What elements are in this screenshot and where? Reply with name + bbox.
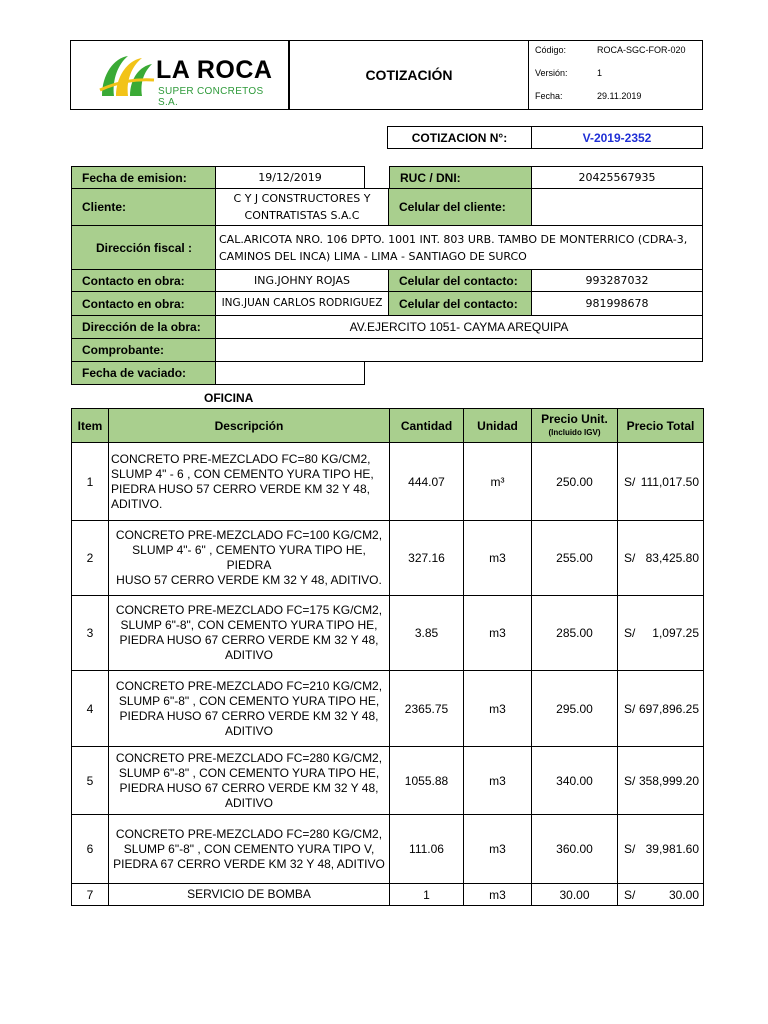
row-precio-total [618, 596, 704, 671]
table-row [72, 596, 704, 671]
table-row [72, 884, 704, 906]
celular-contacto-2-label: Celular del contacto: [388, 291, 532, 316]
row-unidad: m3 [464, 671, 532, 747]
precio-total-amount: 83,425.80 [645, 551, 699, 565]
row-precio-unit: 255.00 [532, 521, 618, 596]
row-precio-unit: 340.00 [532, 747, 618, 815]
header-precio-unit-label: Precio Unit. [541, 411, 608, 426]
cliente-line-2: CONTRATISTAS S.A.C [244, 209, 360, 222]
direccion-fiscal-value [215, 225, 703, 270]
row-precio-total [618, 671, 704, 747]
logo-mark-icon [96, 50, 156, 104]
contacto-obra-2-label: Contacto en obra: [71, 291, 216, 316]
descripcion-line: SERVICIO DE BOMBA [187, 887, 311, 901]
precio-total-wrap [618, 888, 703, 902]
row-unidad: m3 [464, 884, 532, 906]
precio-total-amount: 697,896.25 [638, 701, 699, 716]
celular-contacto-2-value: 981998678 [531, 291, 703, 316]
meta-codigo-label: Código: [535, 45, 567, 55]
precio-total-amount: 30.00 [668, 887, 699, 902]
row-precio-unit: 285.00 [532, 596, 618, 671]
row-precio-unit: 295.00 [532, 671, 618, 747]
precio-total-wrap [618, 551, 703, 565]
row-item: 4 [72, 671, 109, 747]
row-cantidad: 444.07 [390, 443, 464, 521]
quote-number-label: COTIZACION N°: [387, 126, 532, 149]
table-header-row [72, 409, 704, 443]
precio-total-wrap [618, 774, 703, 788]
row-item: 1 [72, 443, 109, 521]
header-divider-2 [528, 40, 529, 110]
table-row [72, 671, 704, 747]
currency-symbol: S/ [624, 842, 636, 856]
row-precio-total [618, 443, 704, 521]
direccion-fiscal-line-1: CAL.ARICOTA NRO. 106 DPTO. 1001 INT. 803 URB. TAMBO DE MONTERRICO (CDRA-3, [219, 233, 688, 246]
descripcion-line: PIEDRA 67 CERRO VERDE KM 32 Y 48, ADITIVO [113, 856, 385, 871]
row-precio-unit: 360.00 [532, 815, 618, 884]
row-descripcion [109, 815, 390, 884]
descripcion-line: SLUMP 6"-8", CON CEMENTO YURA TIPO HE, [120, 618, 378, 632]
comprobante-value [215, 338, 703, 362]
items-table [71, 408, 704, 906]
descripcion-line: CONCRETO PRE-MEZCLADO FC=175 KG/CM2, [115, 603, 383, 617]
row-precio-total [618, 884, 704, 906]
header-unidad: Unidad [464, 409, 532, 443]
row-precio-total [618, 521, 704, 596]
row-cantidad: 327.16 [390, 521, 464, 596]
descripcion-line: SLUMP 4" - 6 , CON CEMENTO YURA TIPO HE, [111, 466, 374, 481]
precio-total-amount: 1,097.25 [652, 626, 699, 640]
descripcion-line: CONCRETO PRE-MEZCLADO FC=100 KG/CM2, [115, 528, 383, 542]
header-item: Item [72, 409, 109, 443]
precio-total-wrap [618, 475, 703, 489]
precio-total-wrap [618, 842, 703, 856]
header-precio-unit-note: (Incluido IGV) [548, 427, 601, 437]
currency-symbol: S/ [624, 474, 636, 489]
row-item: 5 [72, 747, 109, 815]
descripcion-line: CONCRETO PRE-MEZCLADO FC=280 KG/CM2, [115, 826, 383, 841]
precio-total-wrap [618, 626, 703, 640]
contacto-obra-2-value: ING.JUAN CARLOS RODRIGUEZ [215, 291, 389, 316]
cliente-label: Cliente: [71, 188, 216, 226]
meta-fecha-value: 29.11.2019 [597, 91, 642, 101]
fecha-emision-value: 19/12/2019 [215, 166, 365, 189]
row-descripcion [109, 747, 390, 815]
meta-version-value: 1 [597, 68, 603, 78]
celular-contacto-1-label: Celular del contacto: [388, 269, 532, 292]
row-precio-total [618, 747, 704, 815]
descripcion-line: CONCRETO PRE-MEZCLADO FC=210 KG/CM2, [115, 678, 383, 693]
row-descripcion [109, 443, 390, 521]
descripcion-line: PIEDRA HUSO 67 CERRO VERDE KM 32 Y 48, [119, 633, 379, 647]
items-body [72, 443, 704, 906]
table-row [72, 747, 704, 815]
meta-version-label: Versión: [535, 68, 568, 78]
descripcion-line: ADITIVO [224, 648, 273, 662]
row-unidad: m3 [464, 815, 532, 884]
currency-symbol: S/ [624, 773, 636, 788]
row-cantidad: 1055.88 [390, 747, 464, 815]
currency-symbol: S/ [624, 626, 636, 640]
descripcion-line: CONCRETO PRE-MEZCLADO FC=280 KG/CM2, [115, 750, 383, 765]
cliente-value [215, 188, 389, 226]
precio-total-amount: 39,981.60 [645, 842, 699, 856]
comprobante-label: Comprobante: [71, 338, 216, 362]
table-row [72, 521, 704, 596]
row-cantidad: 3.85 [390, 596, 464, 671]
descripcion-line: HUSO 57 CERRO VERDE KM 32 Y 48, ADITIVO. [116, 573, 382, 587]
row-descripcion [109, 596, 390, 671]
cliente-line-1: C Y J CONSTRUCTORES Y [233, 192, 371, 205]
contacto-obra-1-value: ING.JOHNY ROJAS [215, 269, 389, 292]
row-item: 2 [72, 521, 109, 596]
ruc-value: 20425567935 [531, 166, 703, 189]
document-title: COTIZACIÓN [365, 67, 453, 83]
celular-cliente-value [531, 188, 703, 226]
row-cantidad: 1 [390, 884, 464, 906]
row-descripcion [109, 521, 390, 596]
fecha-vaciado-label: Fecha de vaciado: [71, 361, 216, 385]
currency-symbol: S/ [624, 887, 636, 902]
currency-symbol: S/ [624, 551, 636, 565]
descripcion-line: SLUMP 6"-8" , CON CEMENTO YURA TIPO V, [123, 841, 375, 856]
section-title: OFICINA [204, 391, 254, 405]
fecha-emision-label: Fecha de emision: [71, 166, 216, 189]
quote-number-value: V-2019-2352 [531, 126, 703, 149]
descripcion-line: ADITIVO. [111, 496, 163, 511]
header-precio-unit [532, 409, 618, 443]
descripcion-line: PIEDRA HUSO 67 CERRO VERDE KM 32 Y 48, [119, 780, 379, 795]
header-descripcion: Descripción [109, 409, 390, 443]
descripcion-line: PIEDRA HUSO 57 CERRO VERDE KM 32 Y 48, [111, 481, 370, 496]
direccion-fiscal-label: Dirección fiscal : [71, 225, 216, 270]
precio-total-wrap [618, 702, 703, 716]
company-logo [96, 50, 286, 108]
row-unidad: m3 [464, 596, 532, 671]
row-item: 6 [72, 815, 109, 884]
row-cantidad: 2365.75 [390, 671, 464, 747]
header-precio-total: Precio Total [618, 409, 704, 443]
row-unidad: m³ [464, 443, 532, 521]
header-cantidad: Cantidad [390, 409, 464, 443]
precio-total-amount: 358,999.20 [638, 773, 699, 788]
meta-fecha-label: Fecha: [535, 91, 563, 101]
fecha-vaciado-value [215, 361, 365, 385]
row-precio-total [618, 815, 704, 884]
table-row [72, 443, 704, 521]
ruc-label: RUC / DNI: [389, 166, 532, 189]
brand-name: LA ROCA [156, 56, 273, 84]
row-descripcion [109, 884, 390, 906]
descripcion-line: SLUMP 4"- 6" , CEMENTO YURA TIPO HE, PIEDRA [132, 543, 366, 572]
direccion-fiscal-line-2: CAMINOS DEL INCA) LIMA - LIMA - SANTIAGO DE SURCO [219, 250, 527, 263]
descripcion-line: SLUMP 6"-8" , CON CEMENTO YURA TIPO HE, [118, 765, 380, 780]
row-unidad: m3 [464, 747, 532, 815]
brand-subtitle: SUPER CONCRETOS S.A. [158, 86, 264, 108]
row-cantidad: 111.06 [390, 815, 464, 884]
meta-codigo-value: ROCA-SGC-FOR-020 [597, 45, 686, 55]
row-unidad: m3 [464, 521, 532, 596]
currency-symbol: S/ [624, 701, 636, 716]
descripcion-line: CONCRETO PRE-MEZCLADO FC=80 KG/CM2, [111, 451, 371, 466]
descripcion-line: PIEDRA HUSO 67 CERRO VERDE KM 32 Y 48, [119, 708, 379, 723]
celular-contacto-1-value: 993287032 [531, 269, 703, 292]
contacto-obra-1-label: Contacto en obra: [71, 269, 216, 292]
descripcion-line: ADITIVO [224, 723, 273, 738]
table-row [72, 815, 704, 884]
row-item: 7 [72, 884, 109, 906]
direccion-obra-value: AV.EJERCITO 1051- CAYMA AREQUIPA [215, 315, 703, 339]
direccion-obra-label: Dirección de la obra: [71, 315, 216, 339]
row-descripcion [109, 671, 390, 747]
precio-total-amount: 111,017.50 [640, 474, 699, 489]
descripcion-line: SLUMP 6"-8" , CON CEMENTO YURA TIPO HE, [118, 693, 380, 708]
descripcion-line: ADITIVO [224, 795, 273, 810]
celular-cliente-label: Celular del cliente: [388, 188, 532, 226]
row-item: 3 [72, 596, 109, 671]
row-precio-unit: 30.00 [532, 884, 618, 906]
row-precio-unit: 250.00 [532, 443, 618, 521]
